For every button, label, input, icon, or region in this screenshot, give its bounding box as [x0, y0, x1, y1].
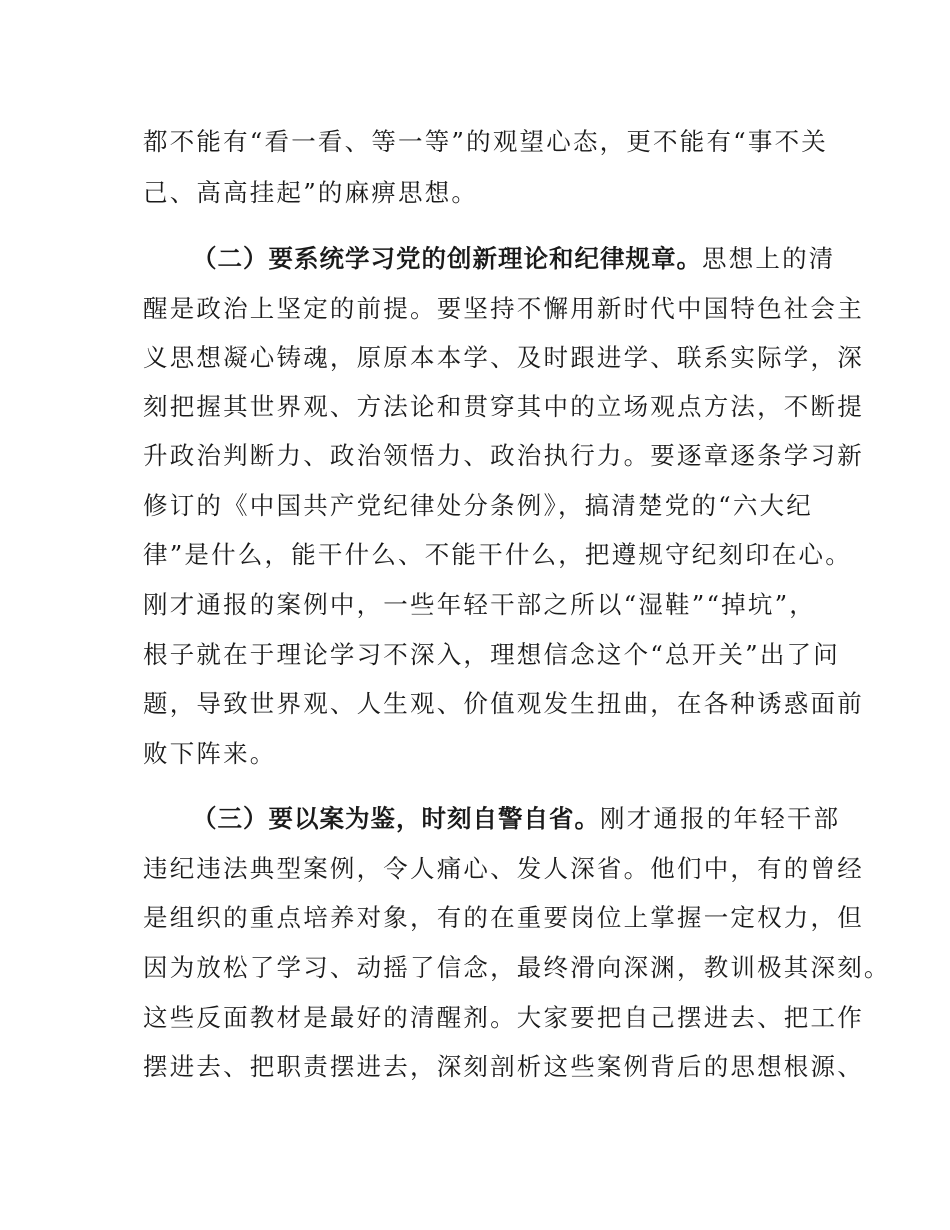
paragraph-first-line [192, 244, 836, 274]
text-run: 刚才通报的年轻干部 [600, 804, 841, 833]
text-line: 升政治判断力、政治领悟力、政治执行力。要逐章逐条学习新 [143, 441, 864, 470]
section-heading-3: （三）要以案为鉴，时刻自警自省。 [192, 804, 600, 833]
text-line: 因为放松了学习、动摇了信念，最终滑向深渊，教训极其深刻。 [143, 953, 891, 982]
text-line: 根子就在于理论学习不深入，理想信念这个“总开关”出了问 [143, 640, 840, 669]
text-line: 败下阵来。 [143, 739, 277, 768]
text-line: 是组织的重点培养对象，有的在重要岗位上掌握一定权力，但 [143, 903, 864, 932]
text-line: 刚才通报的案例中，一些年轻干部之所以“湿鞋”“掉坑”， [143, 590, 816, 619]
text-line: 摆进去、把职责摆进去，深刻剖析这些案例背后的思想根源、 [143, 1052, 864, 1081]
text-line: 律”是什么，能干什么、不能干什么，把遵规守纪刻印在心。 [143, 540, 852, 569]
text-line: 刻把握其世界观、方法论和贯穿其中的立场观点方法，不断提 [143, 392, 864, 421]
paragraph-first-line [192, 804, 840, 834]
text-line: 义思想凝心铸魂，原原本本学、及时跟进学、联系实际学，深 [143, 343, 864, 372]
text-line: 这些反面教材是最好的清醒剂。大家要把自己摆进去、把工作 [143, 1003, 864, 1032]
text-line: 修订的《中国共产党纪律处分条例》，搞清楚党的“六大纪 [143, 491, 813, 520]
text-line: 醒是政治上坚定的前提。要坚持不懈用新时代中国特色社会主 [143, 294, 864, 323]
text-line: 己、高高挂起”的麻痹思想。 [143, 178, 479, 207]
text-line: 题，导致世界观、人生观、价值观发生扭曲，在各种诱惑面前 [143, 689, 864, 718]
text-line: 违纪违法典型案例，令人痛心、发人深省。他们中，有的曾经 [143, 854, 864, 883]
text-line: 都不能有“看一看、等一等”的观望心态，更不能有“事不关 [143, 127, 828, 156]
text-run: 思想上的清 [702, 244, 836, 273]
section-heading-2: （二）要系统学习党的创新理论和纪律规章。 [192, 244, 702, 273]
